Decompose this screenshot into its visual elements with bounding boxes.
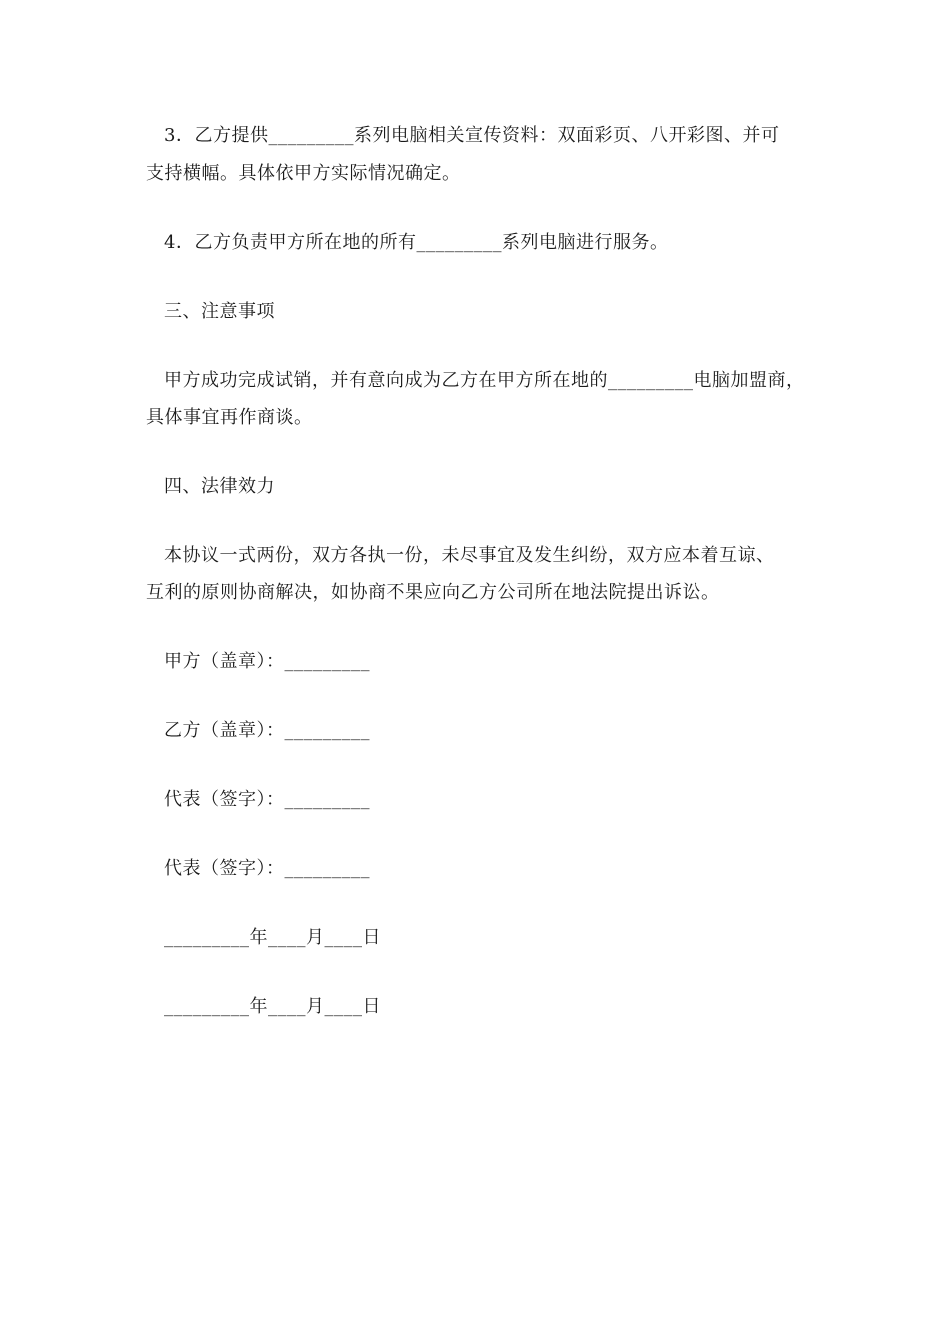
section-4-body-line-1: 本协议一式两份，双方各执一份，未尽事宜及发生纠纷，双方应本着互谅、 <box>164 545 775 566</box>
party-b-seal: 乙方（盖章）：_________ <box>164 720 370 741</box>
date-line-2: _________年____月____日 <box>164 996 381 1017</box>
item-3-line-1: 3．乙方提供_________系列电脑相关宣传资料：双面彩页、八开彩图、并可 <box>164 125 780 146</box>
item-3-line-2: 支持横幅。具体依甲方实际情况确定。 <box>146 163 461 184</box>
party-a-seal: 甲方（盖章）：_________ <box>164 651 370 672</box>
section-3-title: 三、注意事项 <box>164 301 275 322</box>
section-4-title: 四、法律效力 <box>164 476 275 497</box>
representative-signature-2: 代表（签字）：_________ <box>164 858 370 879</box>
section-3-body-line-1: 甲方成功完成试销，并有意向成为乙方在甲方所在地的_________电脑加盟商， <box>164 370 805 391</box>
item-4: 4．乙方负责甲方所在地的所有_________系列电脑进行服务。 <box>164 232 669 253</box>
section-3-body-line-2: 具体事宜再作商谈。 <box>146 407 313 428</box>
section-4-body-line-2: 互利的原则协商解决，如协商不果应向乙方公司所在地法院提出诉讼。 <box>146 582 720 603</box>
representative-signature-1: 代表（签字）：_________ <box>164 789 370 810</box>
date-line-1: _________年____月____日 <box>164 927 381 948</box>
